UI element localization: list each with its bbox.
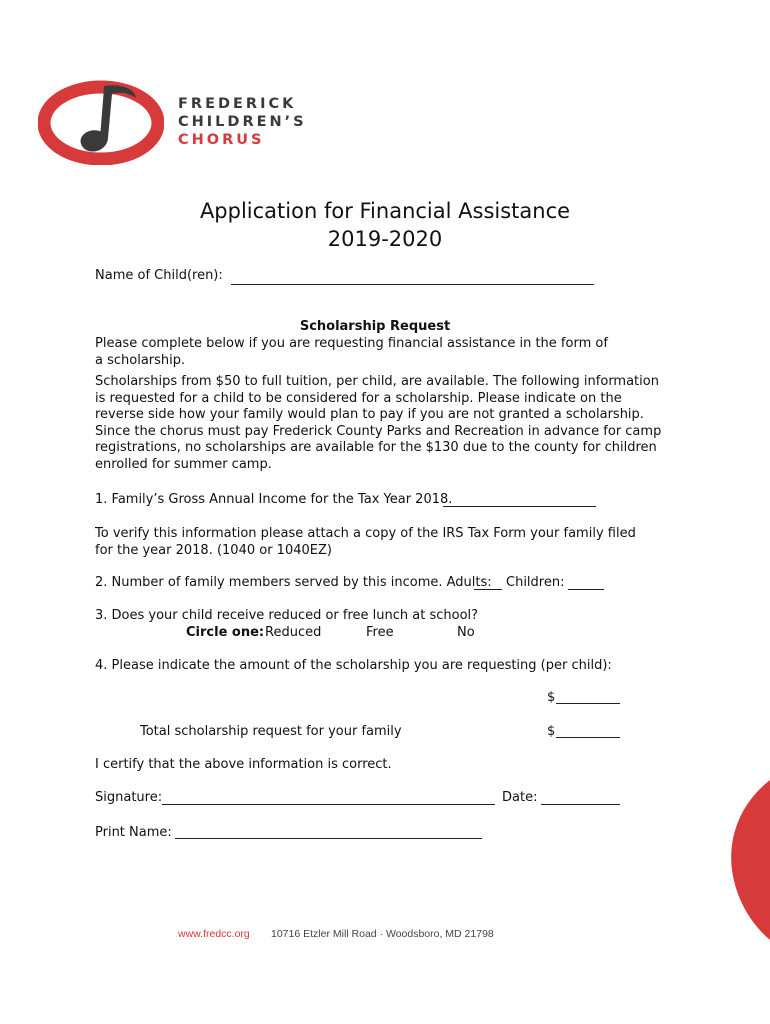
footer-url[interactable]: www.fredcc.org bbox=[178, 928, 250, 940]
logo-text-line1: FREDERICK bbox=[178, 96, 297, 112]
date-line[interactable] bbox=[541, 804, 620, 805]
name-field-label: Name of Child(ren): bbox=[95, 268, 223, 283]
decorative-red-arc bbox=[728, 780, 770, 940]
q3-lunch-label: 3. Does your child receive reduced or free lunch at school? bbox=[95, 608, 479, 623]
music-note-logo-icon bbox=[38, 80, 164, 165]
q4-total-line[interactable] bbox=[556, 737, 620, 738]
q4-amount-label: 4. Please indicate the amount of the scholarship you are requesting (per child): bbox=[95, 658, 612, 673]
signature-label: Signature: bbox=[95, 790, 163, 805]
q3-circle-one-label: Circle one: bbox=[186, 625, 265, 640]
certify-text: I certify that the above information is correct. bbox=[95, 757, 392, 772]
print-name-label: Print Name: bbox=[95, 825, 172, 840]
name-field-line[interactable] bbox=[231, 284, 594, 285]
q4-total-dollar: $ bbox=[547, 724, 556, 739]
q4-per-child-line[interactable] bbox=[556, 703, 620, 704]
q1-income-label: 1. Family’s Gross Annual Income for the Tax Year 2018. bbox=[95, 492, 453, 507]
logo-text-line2: CHILDREN’S bbox=[178, 114, 307, 130]
page-title: Application for Financial Assistance bbox=[199, 199, 571, 223]
footer-address: 10716 Etzler Mill Road · Woodsboro, MD 21798 bbox=[271, 928, 494, 940]
q3-option-reduced[interactable]: Reduced bbox=[265, 625, 322, 640]
signature-line[interactable] bbox=[162, 804, 495, 805]
print-name-line[interactable] bbox=[175, 838, 482, 839]
q2-adults-line[interactable] bbox=[474, 589, 502, 590]
q3-option-free[interactable]: Free bbox=[366, 625, 394, 640]
logo-text-line3: CHORUS bbox=[178, 132, 265, 148]
q2-children-line[interactable] bbox=[568, 589, 604, 590]
date-label: Date: bbox=[502, 790, 538, 805]
verify-text: To verify this information please attach a copy of the IRS Tax Form your family filed for the year 2018. (1040 or 1040EZ) bbox=[95, 526, 636, 558]
q2-children-label: Children: bbox=[506, 575, 565, 590]
page-subtitle-year: 2019-2020 bbox=[327, 227, 443, 251]
scholarship-heading: Scholarship Request bbox=[299, 319, 451, 334]
scholarship-intro: Please complete below if you are requesting financial assistance in the form of a scholarship. bbox=[95, 336, 608, 368]
q4-total-label: Total scholarship request for your family bbox=[140, 724, 402, 739]
q3-option-no[interactable]: No bbox=[457, 625, 475, 640]
scholarship-details: Scholarships from $50 to full tuition, per child, are available. The following information is requested for a child to be considered for a scholarship. Please indicate on the reverse side how your family would plan to pay if you are not granted a scholarship. Since the chorus must pay Frederick County Parks and Recreation in advance for camp registrations, no scholarships are available for the $130 due to the county for children enrolled for summer camp. bbox=[95, 374, 662, 472]
q1-income-line[interactable] bbox=[443, 506, 596, 507]
q4-per-child-dollar: $ bbox=[547, 690, 556, 705]
q2-family-label: 2. Number of family members served by this income. Adults: bbox=[95, 575, 492, 590]
